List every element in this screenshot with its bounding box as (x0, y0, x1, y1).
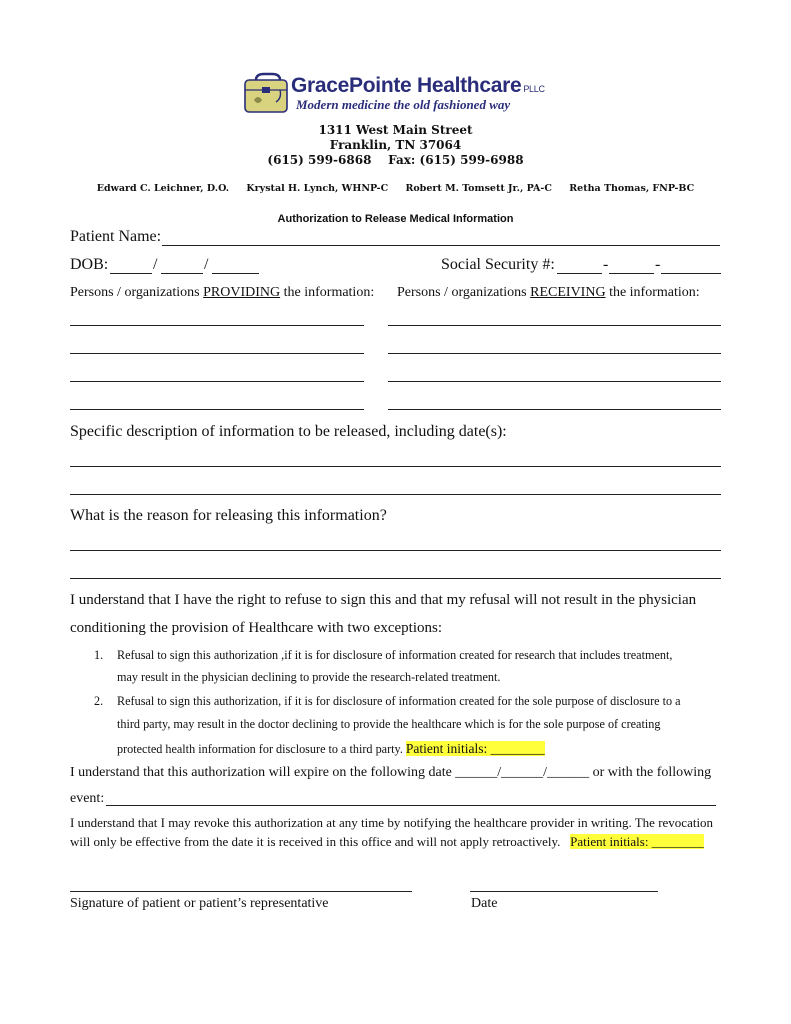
patient-name-label: Patient Name: (70, 228, 162, 245)
description-field[interactable] (70, 466, 721, 467)
providing-label: Persons / organizations PROVIDING the information: (70, 285, 375, 300)
providing-field[interactable] (70, 325, 364, 326)
provider-name: Krystal H. Lynch, WHNP-C (246, 183, 389, 194)
revocation-statement: I understand that I may revoke this authorization at any time by notifying the healthcare provider in writing. The revocation (70, 815, 714, 830)
dob-label: DOB: (70, 256, 109, 273)
brand-name: GracePointe Healthcare PLLC (291, 74, 545, 97)
providing-field[interactable] (70, 409, 364, 410)
receiving-field[interactable] (388, 409, 721, 410)
address-city: Franklin, TN 37064 (329, 138, 462, 152)
receiving-label: Persons / organizations RECEIVING the information: (397, 285, 700, 300)
patient-initials-field[interactable]: Patient initials: ________ (405, 741, 545, 756)
signature-label: Signature of patient or patient’s representative (70, 896, 329, 911)
providing-field[interactable] (70, 381, 364, 382)
ssn-label: Social Security #: (441, 256, 555, 273)
providing-field[interactable] (70, 353, 364, 354)
ssn-part2-field[interactable] (609, 273, 654, 274)
receiving-field[interactable] (388, 353, 721, 354)
exception-text: may result in the physician declining to provide the research-related treatment. (117, 670, 501, 684)
ssn-part1-field[interactable] (557, 273, 602, 274)
reason-label: What is the reason for releasing this information? (70, 507, 387, 524)
date-field[interactable] (470, 891, 658, 892)
refusal-statement-cont: conditioning the provision of Healthcare with two exceptions: (70, 620, 442, 636)
dob-day-field[interactable] (161, 273, 203, 274)
patient-initials-field[interactable]: Patient initials: ________ (570, 834, 704, 849)
brand-tagline: Modern medicine the old fashioned way (296, 97, 511, 112)
briefcase-logo-icon (242, 72, 292, 116)
exception-number: 1. (94, 648, 104, 662)
exception-text: third party, may result in the doctor declining to provide the healthcare which is for the sole purpose of creating (117, 717, 661, 731)
ssn-part3-field[interactable] (661, 273, 721, 274)
address-street: 1311 West Main Street (318, 123, 473, 137)
ssn-dash: - (655, 256, 661, 273)
provider-name: Edward C. Leichner, D.O. (96, 183, 230, 194)
ssn-dash: - (603, 256, 609, 273)
provider-name: Retha Thomas, FNP-BC (569, 183, 695, 194)
patient-name-field[interactable] (162, 245, 720, 246)
receiving-field[interactable] (388, 325, 721, 326)
provider-name: Robert M. Tomsett Jr., PA-C (405, 183, 552, 194)
signature-field[interactable] (70, 891, 412, 892)
phone-fax: (615) 599-6868 Fax: (615) 599-6988 (267, 153, 524, 167)
refusal-statement: I understand that I have the right to refuse to sign this and that my refusal will not result in the physician (70, 592, 697, 608)
description-field[interactable] (70, 494, 721, 495)
exception-number: 2. (94, 694, 104, 708)
reason-field[interactable] (70, 578, 721, 579)
description-label: Specific description of information to be released, including date(s): (70, 423, 507, 440)
event-field[interactable] (106, 805, 716, 806)
form-title: Authorization to Release Medical Information (277, 213, 514, 225)
provider-list (0, 183, 791, 194)
reason-field[interactable] (70, 550, 721, 551)
dob-year-field[interactable] (212, 273, 259, 274)
dob-month-field[interactable] (110, 273, 152, 274)
receiving-field[interactable] (388, 381, 721, 382)
event-label: event: (70, 791, 105, 806)
dob-slash: / (153, 256, 158, 273)
expiration-statement: I understand that this authorization will expire on the following date ______/______/______ or with the following (70, 765, 712, 780)
revocation-statement-cont: will only be effective from the date it is received in this office and will not apply retroactively. Patient initials: ________ (70, 834, 704, 849)
exception-text: Refusal to sign this authorization, if it is for disclosure of information created for the sole purpose of disclosure to a (117, 694, 681, 708)
brand-suffix: PLLC (523, 84, 545, 94)
exception-text: Refusal to sign this authorization ,if it is for disclosure of information created for research that includes treatment, (117, 648, 673, 662)
date-label: Date (471, 896, 498, 911)
exception-text: protected health information for disclosure to a third party. Patient initials: ________ (117, 741, 545, 756)
dob-slash: / (204, 256, 209, 273)
